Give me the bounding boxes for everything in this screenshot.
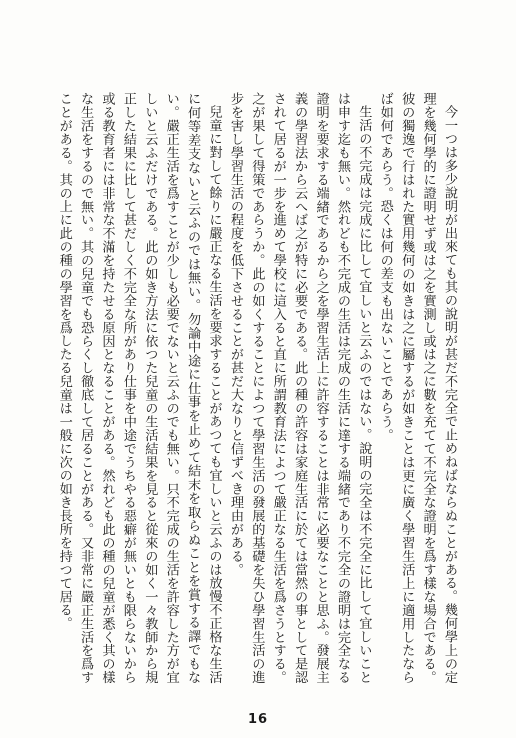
- page-number: 16: [247, 712, 269, 727]
- vertical-body-text: [55, 92, 460, 684]
- paragraph-1: 今一つは多少說明が出來ても其の說明が甚だ不完全で止めねばならぬことがある。幾何學上の定理を幾何學的に證明せず或は之を實測し或は之に數を充てて不完全な證明を爲す樣な場合である。彼の獨逸で行はれた實用幾何の如きは之に屬するが如きことは更に廣く學習生活上に適用したならば如何であらう。恐くは何の差支も出ないことであらう。: [377, 92, 457, 684]
- paragraph-2: 生活の不完成は完成に比して宜しいと云ふのではない。說明の完全は不完全に比して宜しいことは申す迄も無い。然れども不完成の生活は完成の生活に達する端緒であり不完全の證明は完全なる證明を要求する端緖であるから之を學習生活上に許容することは非常に必要なことと思ふ。發展主義の學習法から云へば之が特に必要である。此の種の許容は家庭生活に於ては當然の事として是認されて居るが一步を進めて學校に這入ると直に所謂教育法によつて嚴正なる生活を爲さうとする。之が果して得策であらうか。此の如くすることによつて學習生活の發展的基礎を失ひ學習生活の進步を害し學習生活の程度を低下させることが甚だ大なりと信ずべき理由がある。: [227, 92, 372, 684]
- paragraph-3: 兒童に對して餘りに嚴正なる生活を要求することがあつても宜しいと云ふのは放慢不正格な生活に何等差支ないと云ふのでは無い。勿論中途に仕事を止めて結末を取らぬことを賞する譯でもない。嚴正生活を爲すことが少しも必要でないと云ふのでも無い。只不完成の生活を許容した方が宜しいと云ふだけである。此の如き方法に依つた兒童の生活結果を見ると從來の如く一々教師から規正した結果に比して甚だしく不完全な所があり仕事を中途でうちやる惡癖が無いとも限らないから或る教育者には非常な不滿を持たせる原因となることがある。然れども此の種の兒童が悉く其の樣な生活をするので無い。其の兒童でも恐らくし徹底して居ることがある。又非常に嚴正生活を爲すことがある。其の上に此の種の學習を爲したる兒童は一般に次の如き長所を持つて居る。: [56, 92, 222, 684]
